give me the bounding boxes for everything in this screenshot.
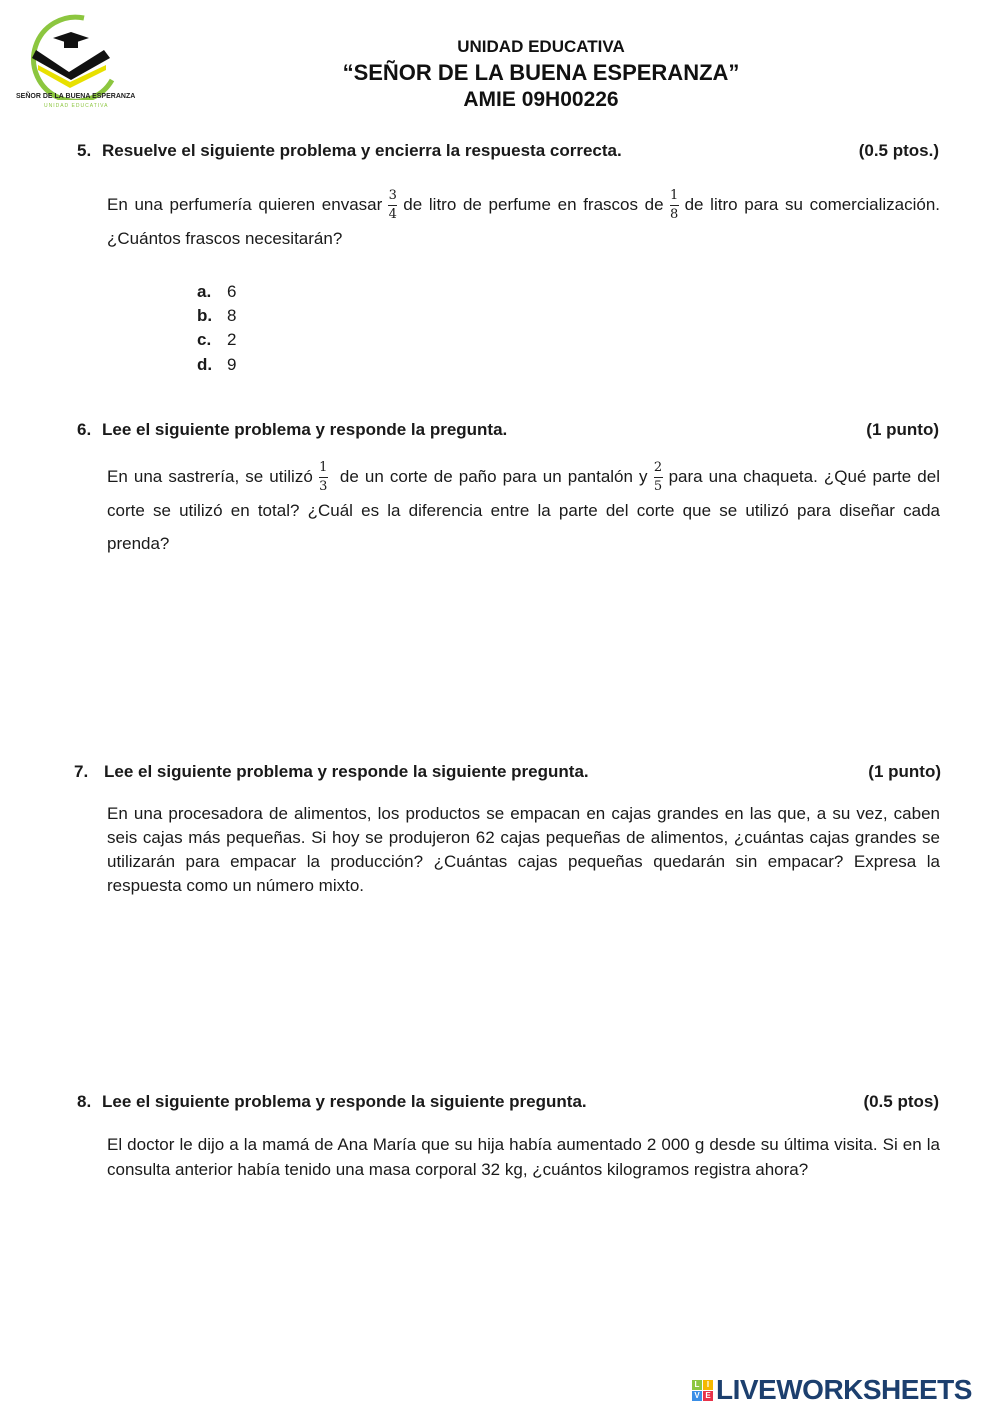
option-b[interactable] bbox=[197, 306, 236, 326]
option-d[interactable] bbox=[197, 355, 236, 375]
question-number: 8. bbox=[77, 1092, 92, 1111]
denominator: 5 bbox=[653, 479, 663, 495]
live-badge-icon bbox=[692, 1380, 713, 1401]
header-school-type: UNIDAD EDUCATIVA bbox=[457, 37, 625, 56]
question-number: 6. bbox=[77, 420, 92, 439]
question-6-text bbox=[107, 460, 940, 560]
option-c[interactable] bbox=[197, 330, 236, 350]
header-amie-code: AMIE 09H00226 bbox=[463, 88, 619, 111]
text-segment: En una perfumería quieren envasar bbox=[107, 195, 383, 214]
question-points: (0.5 ptos.) bbox=[858, 141, 939, 160]
text-segment: de un corte de paño para un pantalón y bbox=[339, 467, 648, 486]
question-number: 5. bbox=[77, 141, 92, 160]
badge-letter: I bbox=[703, 1380, 713, 1390]
text-segment: de litro para su comercialización. ¿Cuántos frascos necesitarán? bbox=[107, 195, 940, 249]
option-letter: c. bbox=[197, 330, 212, 349]
brand-name: LIVEWORKSHEETS bbox=[716, 1374, 972, 1405]
numerator: 1 bbox=[669, 188, 679, 204]
logo-text: SEÑOR DE LA BUENA ESPERANZA bbox=[16, 93, 136, 100]
badge-letter: L bbox=[692, 1380, 702, 1390]
header-school-name: “SEÑOR DE LA BUENA ESPERANZA” bbox=[342, 60, 740, 85]
question-8-text: El doctor le dijo a la mamá de Ana María que su hija había aumentado 2 000 g desde su última visita. Si en la consulta anterior había tenido una masa corporal 32 kg, ¿cuántos kilogramos registra ahora? bbox=[107, 1135, 940, 1179]
denominator: 8 bbox=[669, 207, 679, 223]
question-number: 7. bbox=[74, 762, 89, 781]
question-points: (1 punto) bbox=[866, 420, 939, 439]
logo-subtext: UNIDAD EDUCATIVA bbox=[44, 103, 109, 109]
question-heading: Resuelve el siguiente problema y encierra la respuesta correcta. bbox=[102, 141, 622, 160]
option-value: 6 bbox=[227, 282, 237, 301]
question-5-text bbox=[107, 188, 940, 255]
liveworksheets-logo[interactable] bbox=[692, 1374, 972, 1406]
option-value: 8 bbox=[227, 306, 237, 325]
option-value: 2 bbox=[227, 330, 237, 349]
question-heading: Lee el siguiente problema y responde la pregunta. bbox=[102, 420, 508, 439]
denominator: 3 bbox=[319, 479, 328, 495]
question-7-title bbox=[74, 762, 941, 782]
question-6-title bbox=[77, 420, 939, 440]
option-letter: a. bbox=[197, 282, 212, 301]
fraction bbox=[654, 461, 663, 494]
fraction bbox=[670, 189, 679, 222]
fraction bbox=[388, 189, 397, 222]
question-points: (1 punto) bbox=[868, 762, 941, 781]
numerator: 3 bbox=[388, 188, 397, 204]
badge-letter: V bbox=[692, 1391, 702, 1401]
question-7-text: En una procesadora de alimentos, los productos se empacan en cajas grandes en las que, a su vez, caben seis cajas más pequeñas. Si hoy se produjeron 62 cajas pequeñas de alimentos, ¿cuántas cajas grandes se utilizarán para empacar la producción? ¿Cuántas cajas pequeñas quedarán sin empacar? Expresa la respuesta como un número mixto. bbox=[107, 804, 940, 895]
option-letter: b. bbox=[197, 306, 213, 325]
numerator: 1 bbox=[319, 460, 328, 476]
question-5-title bbox=[77, 141, 939, 161]
option-letter: d. bbox=[197, 355, 213, 374]
badge-letter: E bbox=[703, 1391, 713, 1401]
question-8-title bbox=[77, 1092, 939, 1112]
question-heading: Lee el siguiente problema y responde la siguiente pregunta. bbox=[102, 1092, 587, 1111]
text-segment: para una chaqueta. ¿Qué parte del corte se utilizó en total? ¿Cuál es la diferencia entre la parte del corte que se utilizó para diseñar cada prenda? bbox=[107, 467, 940, 554]
option-value: 9 bbox=[227, 355, 237, 374]
text-segment: En una sastrería, se utilizó bbox=[107, 467, 313, 486]
option-a[interactable] bbox=[197, 282, 236, 302]
numerator: 2 bbox=[653, 460, 663, 476]
question-points: (0.5 ptos) bbox=[863, 1092, 939, 1111]
denominator: 4 bbox=[388, 207, 397, 223]
question-heading: Lee el siguiente problema y responde la siguiente pregunta. bbox=[104, 762, 589, 781]
fraction bbox=[319, 461, 328, 494]
text-segment: de litro de perfume en frascos de bbox=[403, 195, 664, 214]
